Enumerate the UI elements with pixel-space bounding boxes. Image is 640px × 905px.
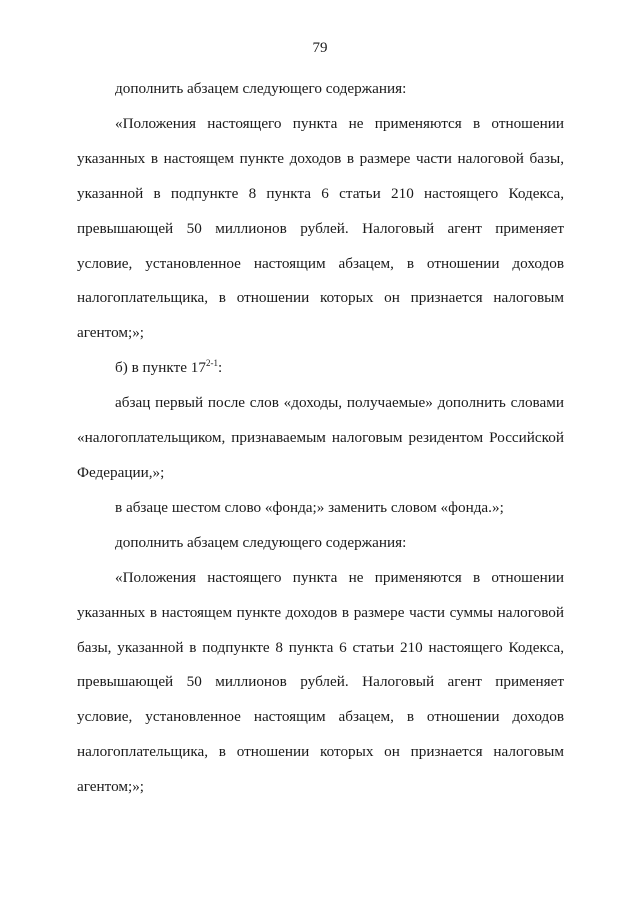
paragraph-intro-1: дополнить абзацем следующего содержания: [115, 80, 407, 97]
item-b-text: б) в пункте 17 [115, 359, 206, 377]
paragraph-intro-2: дополнить абзацем следующего содержания: [115, 533, 407, 551]
paragraph-quote-2: «Положения настоящего пункта не применяются в отношении указанных в настоящем пункте доходов в размере части суммы налоговой базы, указанной в подпункте 8 пункта 6 статьи 210 настоящего Кодекса, превышающей 50 миллионов рублей. Налоговый агент применяет условие, установленное настоящим абзацем, в отношении доходов налогоплательщика, в отношении которых он признается налоговым агентом;»; [77, 568, 564, 796]
item-b-colon: : [217, 359, 223, 377]
page-number: 79 [312, 40, 328, 56]
item-b-superscript: 2-1 [205, 358, 218, 369]
paragraph-item-b [77, 351, 564, 386]
paragraph-amend-1: абзац первый после слов «доходы, получаемые» дополнить словами «налогоплательщиком, признаваемым налоговым резидентом Российской Федерации,»; [77, 394, 564, 481]
paragraph-quote-1: «Положения настоящего пункта не применяются в отношении указанных в настоящем пункте доходов в размере части налоговой базы, указанной в подпункте 8 пункта 6 статьи 210 настоящего Кодекса, превышающей 50 миллионов рублей. Налоговый агент применяет условие, установленное настоящим абзацем, в отношении доходов налогоплательщика, в отношении которых он признается налоговым агентом;»; [77, 114, 564, 342]
document-body [77, 72, 564, 805]
paragraph-amend-2: в абзаце шестом слово «фонда;» заменить словом «фонда.»; [115, 498, 504, 516]
